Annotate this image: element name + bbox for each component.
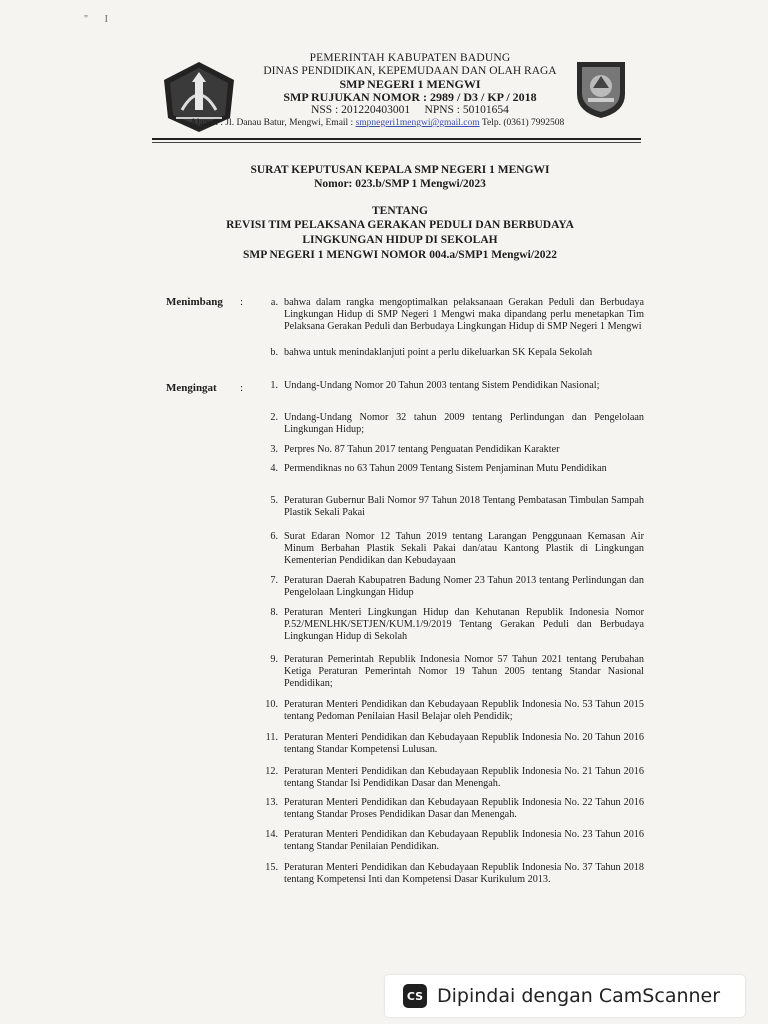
item-text: Permendiknas no 63 Tahun 2009 Tentang Sistem Penjaminan Mutu Pendidikan bbox=[284, 463, 607, 474]
decree-title: SURAT KEPUTUSAN KEPALA SMP NEGERI 1 MENGWI bbox=[250, 164, 550, 176]
item-number: b. bbox=[270, 347, 278, 358]
reference-number: SMP RUJUKAN NOMOR : 2989 / D3 / KP / 2018 bbox=[283, 90, 537, 104]
item-text: Perpres No. 87 Tahun 2017 tentang Penguatan Pendidikan Karakter bbox=[284, 444, 560, 455]
item-number: 2. bbox=[270, 412, 278, 423]
item-text: bahwa dalam rangka mengoptimalkan pelaksanaan Gerakan Peduli dan Berbudaya Lingkungan Hidup di SMP Negeri 1 Mengwi maka dipandang perlu menetapkan Tim Pelaksana Gerakan Peduli dan Berbudaya Lingkungan Hidup di SMP Negeri 1 Mengwi bbox=[284, 297, 644, 332]
school-name: SMP NEGERI 1 MENGWI bbox=[339, 77, 481, 91]
camscanner-text: Dipindai dengan CamScanner bbox=[437, 985, 721, 1007]
item-text: Surat Edaran Nomor 12 Tahun 2019 tentang Larangan Penggunaan Kemasan Air Minum Berbahan Plastik Sekali Pakai dan/atau Kantong Plastik di Lingkungan Kementerian Pendidikan dan Kebudayaan bbox=[284, 531, 644, 566]
item-number: 1. bbox=[270, 380, 278, 391]
subject-line-3: SMP NEGERI 1 MENGWI NOMOR 004.a/SMP1 Mengwi/2022 bbox=[242, 249, 557, 261]
mengingat-label: Mengingat bbox=[166, 382, 217, 394]
item-number: 3. bbox=[270, 444, 278, 455]
camscanner-watermark bbox=[385, 975, 745, 1017]
item-number: 7. bbox=[270, 575, 278, 586]
item-text: Peraturan Menteri Pendidikan dan Kebudayaan Republik Indonesia No. 53 Tahun 2015 tentang Pedoman Penilaian Hasil Belajar oleh Pendidik; bbox=[284, 699, 644, 722]
address-text: Alamat : Jl. Danau Batur, Mengwi, Email : bbox=[190, 118, 356, 128]
about-heading: TENTANG bbox=[371, 205, 429, 217]
menimbang-label: Menimbang bbox=[166, 296, 223, 308]
item-number: 8. bbox=[270, 607, 278, 618]
subject-line-2: LINGKUNGAN HIDUP DI SEKOLAH bbox=[302, 234, 498, 246]
item-number: 11. bbox=[265, 732, 278, 743]
item-number: 10. bbox=[265, 699, 278, 710]
scan-mark: " bbox=[84, 14, 89, 25]
item-number: 9. bbox=[270, 654, 278, 665]
scan-mark: I bbox=[104, 14, 108, 25]
item-text: Peraturan Gubernur Bali Nomor 97 Tahun 2018 Tentang Pembatasan Timbulan Sampah Plastik Sekali Pakai bbox=[284, 495, 644, 518]
item-number: 14. bbox=[265, 829, 278, 840]
school-address bbox=[190, 118, 630, 128]
item-text: Peraturan Menteri Lingkungan Hidup dan Kehutanan Republik Indonesia Nomor P.52/MENLHK/SETJEN/KUM.1/9/2019 Tentang Gerakan Peduli dan Berbudaya Lingkungan Hidup di Sekolah bbox=[284, 607, 644, 642]
item-text: Undang-Undang Nomor 20 Tahun 2003 tentang Sistem Pendidikan Nasional; bbox=[284, 380, 600, 391]
item-text: Undang-Undang Nomor 32 tahun 2009 tentang Perlindungan dan Pengelolaan Lingkungan Hidup; bbox=[284, 412, 644, 435]
item-text: Peraturan Menteri Pendidikan dan Kebudayaan Republik Indonesia No. 23 Tahun 2016 tentang Standar Penilaian Pendidikan. bbox=[284, 829, 644, 852]
camscanner-logo-icon: CS bbox=[403, 984, 427, 1008]
decree-number: Nomor: 023.b/SMP 1 Mengwi/2023 bbox=[314, 178, 486, 190]
subject-line-1: REVISI TIM PELAKSANA GERAKAN PEDULI DAN BERBUDAYA bbox=[226, 219, 574, 231]
item-text: bahwa untuk menindaklanjuti point a perlu dikeluarkan SK Kepala Sekolah bbox=[284, 347, 593, 358]
government-name: PEMERINTAH KABUPATEN BADUNG bbox=[309, 52, 511, 64]
menimbang-colon: : bbox=[240, 296, 244, 308]
item-number: 12. bbox=[265, 766, 278, 777]
department-name: DINAS PENDIDIKAN, KEPEMUDAAN DAN OLAH RAGA bbox=[263, 65, 557, 77]
mengingat-colon: : bbox=[240, 382, 244, 394]
item-number: 13. bbox=[265, 797, 278, 808]
item-number: 15. bbox=[265, 862, 278, 873]
item-text: Peraturan Menteri Pendidikan dan Kebudayaan Republik Indonesia No. 21 Tahun 2016 tentang Standar Isi Pendidikan Dasar dan Menengah. bbox=[284, 766, 644, 789]
scan-marks bbox=[84, 14, 122, 25]
email-link[interactable]: smpnegeri1mengwi@gmail.com bbox=[355, 118, 480, 128]
item-number: 6. bbox=[270, 531, 278, 542]
item-number: a. bbox=[270, 297, 278, 308]
item-text: Peraturan Menteri Pendidikan dan Kebudayaan Republik Indonesia No. 37 Tahun 2018 tentang Kompetensi Inti dan Kompetensi Dasar Kurikulum 2013. bbox=[284, 862, 644, 885]
item-text: Peraturan Menteri Pendidikan dan Kebudayaan Republik Indonesia No. 22 Tahun 2016 tentang Standar Proses Pendidikan Dasar dan Menengah. bbox=[284, 797, 644, 820]
item-number: 4. bbox=[270, 463, 278, 474]
nss-npns: NSS : 201220403001 NPNS : 50101654 bbox=[311, 104, 509, 116]
item-text: Peraturan Daerah Kabupatren Badung Nomer 23 Tahun 2013 tentang Perlindungan dan Pengelolaan Lingkungan Hidup bbox=[284, 575, 644, 598]
phone-text: Telp. (0361) 7992508 bbox=[479, 118, 565, 128]
item-number: 5. bbox=[270, 495, 278, 506]
item-text: Peraturan Menteri Pendidikan dan Kebudayaan Republik Indonesia No. 20 Tahun 2016 tentang Standar Kompetensi Lulusan. bbox=[284, 732, 644, 755]
letterhead-divider-thin bbox=[152, 142, 641, 143]
letterhead bbox=[230, 52, 590, 117]
letterhead-divider bbox=[152, 138, 641, 140]
item-text: Peraturan Pemerintah Republik Indonesia Nomor 57 Tahun 2021 tentang Perubahan Ketiga Peraturan Pemerintah Nomor 19 Tahun 2005 tentang Standar Nasional Pendidikan; bbox=[284, 654, 644, 689]
